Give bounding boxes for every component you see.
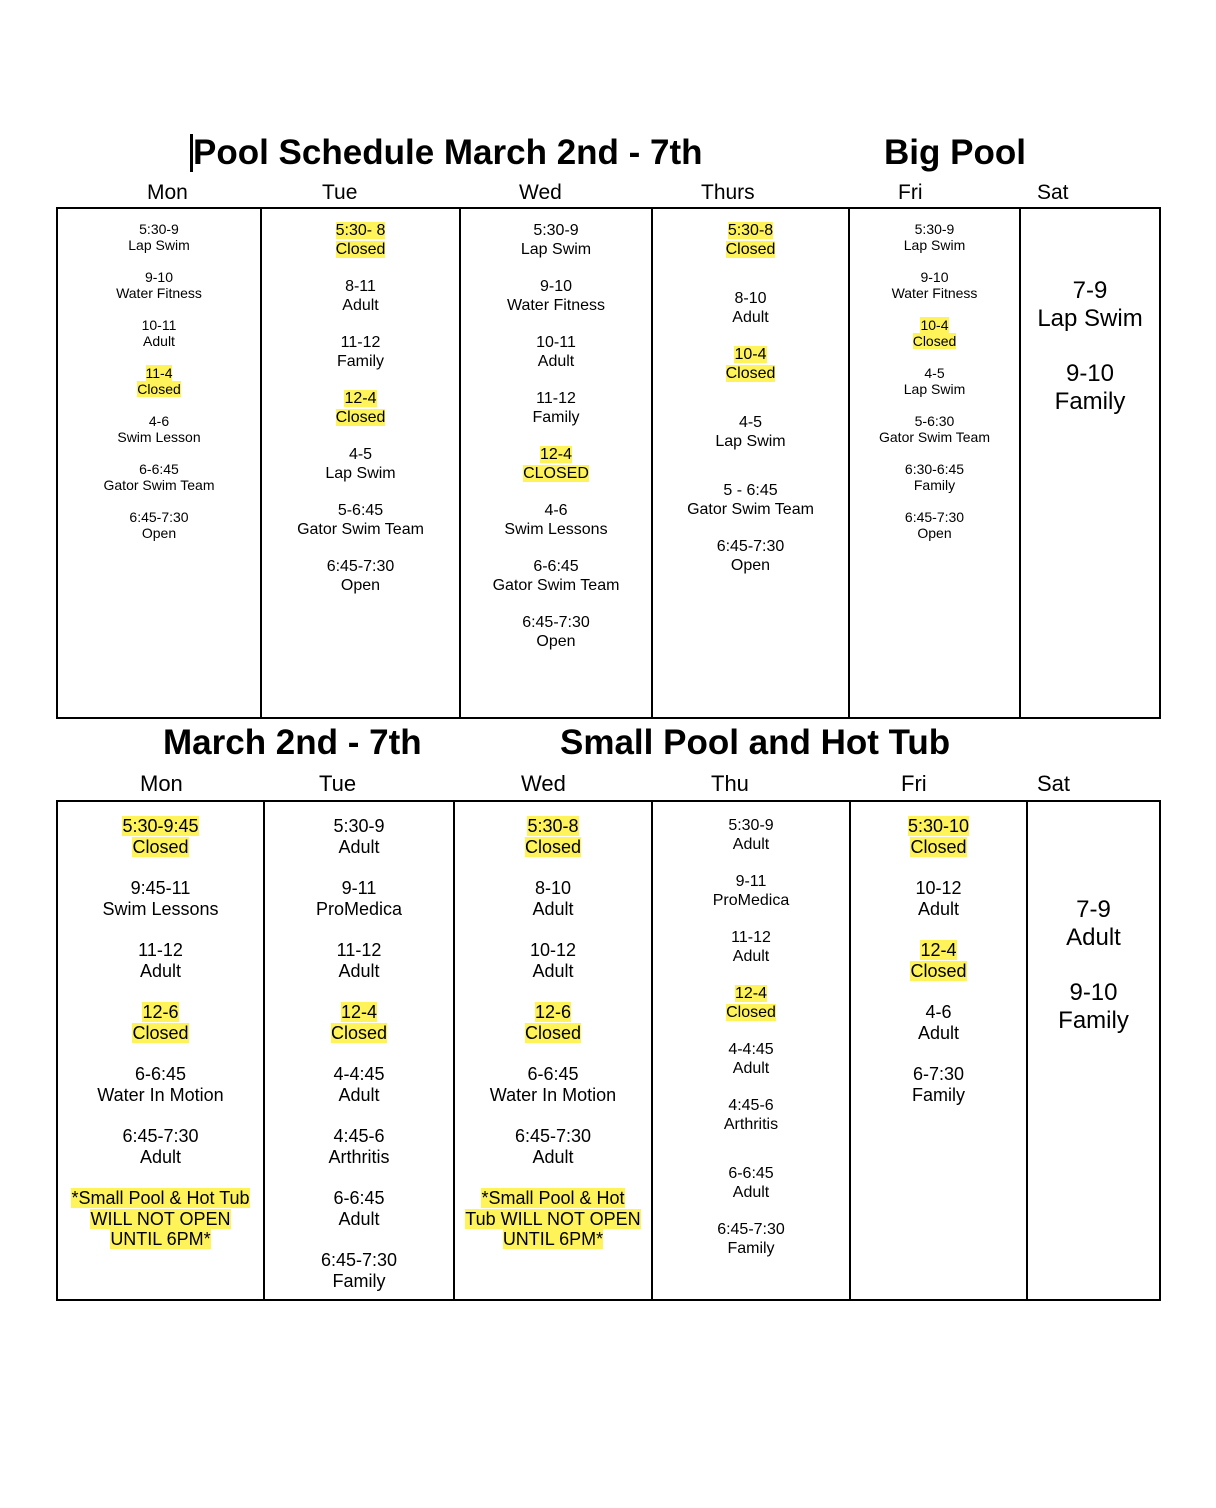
slot-time: 6-6:45: [527, 1064, 579, 1084]
slot-time: 12-6: [534, 1002, 572, 1022]
slot-activity: Family: [1054, 388, 1126, 415]
slot-activity: Adult: [732, 309, 769, 326]
small-pool-title: March 2nd - 7th: [163, 723, 422, 762]
slot-time: 5:30-8: [727, 222, 774, 239]
closed-slot: [262, 221, 459, 259]
small-pool-schedule-grid: [56, 800, 1161, 1301]
slot-time: 10-12: [529, 940, 577, 960]
slot-time: 12-4: [920, 940, 957, 960]
schedule-slot: [262, 501, 459, 539]
slot-time: 5:30- 8: [335, 222, 386, 239]
slot-activity: Gator Swim Team: [687, 501, 814, 518]
slot-activity: Closed: [132, 836, 189, 857]
slot-activity: Adult: [532, 960, 574, 981]
schedule-slot: [455, 1064, 651, 1105]
slot-time: 4:45-6: [333, 1126, 385, 1146]
schedule-slot: [653, 1096, 849, 1134]
slot-time: 9-11: [341, 878, 377, 898]
slot-time: 4-5: [924, 365, 945, 381]
closed-slot: [851, 816, 1026, 857]
schedule-slot: [461, 501, 651, 539]
slot-activity: Adult: [1066, 924, 1121, 951]
small-pool-sat-column: [1028, 802, 1159, 1299]
big-pool-day-fri: Fri: [898, 181, 923, 204]
small-pool-wed-column: [455, 802, 651, 1299]
slot-time: 10-11: [536, 334, 576, 351]
slot-activity: Closed: [524, 1022, 582, 1043]
slot-time: 4-5: [348, 446, 373, 463]
big-pool-thurs-column: [653, 209, 848, 717]
entry-list: [58, 816, 263, 1271]
slot-activity: Water In Motion: [489, 1084, 617, 1105]
slot-activity: ProMedica: [315, 898, 403, 919]
slot-activity: Open: [730, 557, 771, 574]
slot-activity: Lap Swim: [520, 241, 592, 258]
schedule-slot: [461, 613, 651, 651]
slot-time: 12-4: [734, 985, 768, 1002]
slot-activity: CLOSED: [523, 465, 589, 482]
slot-activity: Adult: [537, 353, 575, 370]
small-pool-fri-column: [851, 802, 1026, 1299]
slot-activity: Arthritis: [723, 1116, 779, 1133]
note-line: UNTIL 6PM*: [110, 1229, 211, 1249]
schedule-slot: [653, 1040, 849, 1078]
schedule-slot: [265, 1250, 453, 1291]
closed-slot: [455, 1002, 651, 1043]
schedule-slot: [265, 940, 453, 981]
schedule-slot: [455, 878, 651, 919]
slot-time: 6-7:30: [912, 1064, 965, 1084]
slot-activity: Adult: [917, 1022, 960, 1043]
slot-time: 5:30-10: [907, 816, 970, 836]
small-pool-day-sat: Sat: [1037, 771, 1071, 796]
entry-list: [265, 816, 453, 1312]
schedule-slot: [58, 269, 260, 301]
schedule-slot: [262, 333, 459, 371]
closed-slot: [58, 816, 263, 857]
small-pool-day-thu: Thu: [711, 771, 749, 796]
slot-time: 9:45-11: [130, 878, 191, 898]
slot-activity: Gator Swim Team: [879, 429, 990, 445]
slot-time: 8-10: [734, 290, 767, 307]
schedule-slot: [265, 1064, 453, 1105]
slot-activity: Open: [917, 525, 952, 541]
slot-activity: Family: [913, 477, 956, 493]
big-pool-fri-column: [850, 209, 1019, 717]
slot-time: 11-12: [336, 940, 382, 960]
slot-time: 5:30-9: [333, 816, 385, 836]
schedule-slot: [265, 1126, 453, 1167]
schedule-slot: [58, 317, 260, 349]
slot-activity: Gator Swim Team: [297, 521, 424, 538]
schedule-slot: [455, 1126, 651, 1167]
schedule-slot: [461, 557, 651, 595]
big-pool-day-sat: Sat: [1037, 181, 1069, 204]
small-pool-thu-column: [653, 802, 849, 1299]
schedule-slot: [265, 1188, 453, 1229]
schedule-slot: [58, 878, 263, 919]
slot-activity: Family: [336, 353, 385, 370]
big-pool-mon-column: [58, 209, 260, 717]
closed-slot: [653, 221, 848, 259]
slot-time: 4:45-6: [728, 1097, 774, 1114]
schedule-slot: [851, 1064, 1026, 1105]
small-pool-day-tue: Tue: [319, 771, 357, 796]
schedule-slot: [265, 878, 453, 919]
big-pool-day-wed: Wed: [519, 181, 562, 204]
slot-time: 9-10: [1065, 360, 1115, 387]
slot-activity: Closed: [912, 333, 957, 349]
schedule-slot: [653, 1164, 849, 1202]
slot-activity: Gator Swim Team: [103, 477, 215, 493]
entry-list: [1028, 896, 1159, 1062]
entry-list: [461, 221, 651, 669]
slot-activity: Adult: [342, 297, 379, 314]
slot-time: 6:45-7:30: [514, 1126, 592, 1146]
slot-time: 9-10: [539, 278, 573, 295]
schedule-slot: [850, 461, 1019, 493]
slot-activity: Adult: [338, 836, 380, 857]
opening-note: [58, 1188, 263, 1250]
note-line: WILL NOT OPEN: [90, 1208, 231, 1229]
schedule-slot: [58, 461, 260, 493]
entry-list: [1021, 277, 1159, 443]
schedule-slot: [262, 445, 459, 483]
slot-time: 6:45-7:30: [716, 538, 785, 555]
note-line: Tub WILL NOT OPEN: [465, 1208, 641, 1229]
slot-time: 9-11: [735, 873, 767, 890]
schedule-slot: [265, 816, 453, 857]
schedule-slot: [58, 940, 263, 981]
schedule-slot: [461, 221, 651, 259]
closed-slot: [461, 445, 651, 483]
slot-activity: Closed: [725, 241, 776, 258]
slot-activity: Adult: [338, 1084, 380, 1105]
slot-activity: Open: [141, 525, 177, 541]
schedule-slot: [653, 289, 848, 327]
slot-time: 5:30-8: [527, 816, 579, 836]
slot-time: 10-11: [141, 317, 177, 333]
schedule-slot: [58, 1126, 263, 1167]
entry-list: [455, 816, 651, 1271]
slot-time: 5:30-9: [914, 221, 955, 237]
slot-activity: Closed: [726, 1004, 776, 1021]
slot-activity: Adult: [732, 1184, 770, 1201]
slot-activity: Swim Lesson: [117, 429, 201, 445]
entry-list: [262, 221, 459, 613]
schedule-slot: [851, 1002, 1026, 1043]
small-pool-day-wed: Wed: [521, 771, 566, 796]
slot-activity: Adult: [338, 960, 380, 981]
slot-time: 11-12: [138, 940, 183, 960]
slot-time: 6:45-7:30: [320, 1250, 398, 1270]
slot-time: 5:30-9: [728, 817, 774, 834]
slot-activity: Adult: [139, 960, 182, 981]
slot-activity: Closed: [137, 381, 181, 397]
slot-activity: Adult: [732, 1060, 770, 1077]
slot-time: 6:45-7:30: [326, 558, 395, 575]
slot-activity: Closed: [132, 1022, 189, 1043]
entry-list: [850, 221, 1019, 557]
slot-activity: Open: [536, 633, 576, 650]
closed-slot: [262, 389, 459, 427]
slot-activity: Adult: [338, 1208, 380, 1229]
schedule-slot: [58, 413, 260, 445]
slot-activity: Family: [332, 1270, 386, 1291]
slot-activity: Closed: [330, 1022, 388, 1043]
slot-activity: Family: [1058, 1007, 1129, 1034]
schedule-slot: [58, 509, 260, 541]
slot-time: 6:45-7:30: [522, 614, 590, 631]
slot-time: 4-6: [925, 1002, 952, 1022]
slot-time: 10-4: [920, 317, 949, 333]
schedule-slot: [1021, 277, 1159, 333]
slot-activity: Water Fitness: [891, 285, 978, 301]
slot-activity: Adult: [917, 898, 960, 919]
slot-time: 5:30-9:45: [122, 816, 199, 836]
slot-activity: Closed: [910, 836, 967, 857]
slot-time: 5:30-9: [139, 221, 179, 237]
slot-activity: Water Fitness: [116, 285, 202, 301]
slot-time: 5-6:45: [337, 502, 384, 519]
slot-time: 12-6: [142, 1002, 179, 1022]
big-pool-schedule-grid: [56, 207, 1161, 719]
closed-slot: [58, 365, 260, 397]
big-pool-subtitle: Big Pool: [884, 133, 1026, 172]
slot-activity: Adult: [732, 836, 770, 853]
slot-time: 6-6:45: [728, 1165, 774, 1182]
slot-activity: Lap Swim: [715, 433, 786, 450]
schedule-slot: [58, 221, 260, 253]
slot-activity: Swim Lessons: [504, 521, 608, 538]
closed-slot: [455, 816, 651, 857]
slot-activity: Lap Swim: [903, 237, 966, 253]
closed-slot: [58, 1002, 263, 1043]
slot-activity: Swim Lessons: [102, 898, 219, 919]
slot-time: 4-4:45: [728, 1041, 774, 1058]
slot-time: 9-10: [144, 269, 174, 285]
slot-time: 6:30-6:45: [904, 461, 965, 477]
entry-list: [58, 221, 260, 557]
schedule-slot: [850, 221, 1019, 253]
schedule-slot: [653, 816, 849, 854]
slot-time: 10-4: [734, 346, 767, 363]
entry-list: [653, 816, 849, 1276]
slot-time: 8-11: [345, 278, 376, 295]
slot-time: 6-6:45: [533, 558, 579, 575]
schedule-slot: [653, 413, 848, 451]
slot-time: 8-10: [534, 878, 572, 898]
closed-slot: [653, 984, 849, 1022]
closed-slot: [653, 345, 848, 383]
schedule-slot: [461, 333, 651, 371]
slot-time: 6-6:45: [139, 461, 179, 477]
slot-activity: Adult: [732, 948, 770, 965]
small-pool-day-mon: Mon: [140, 771, 183, 796]
schedule-slot: [653, 537, 848, 575]
slot-time: 11-4: [145, 365, 173, 381]
slot-time: 11-12: [731, 929, 771, 946]
schedule-slot: [58, 1064, 263, 1105]
closed-slot: [851, 940, 1026, 981]
slot-time: 4-5: [738, 414, 763, 431]
note-line: UNTIL 6PM*: [502, 1229, 604, 1249]
closed-slot: [850, 317, 1019, 349]
slot-activity: Closed: [335, 241, 386, 258]
schedule-slot: [1028, 896, 1159, 952]
small-pool-subtitle: Small Pool and Hot Tub: [560, 723, 951, 762]
slot-time: 9-10: [920, 269, 949, 285]
slot-activity: Family: [532, 409, 580, 426]
note-line: *Small Pool & Hot: [481, 1188, 625, 1208]
slot-activity: Adult: [143, 333, 175, 349]
schedule-slot: [851, 878, 1026, 919]
slot-activity: Adult: [532, 898, 574, 919]
slot-time: 9-10: [1069, 979, 1118, 1006]
slot-time: 7-9: [1076, 896, 1111, 923]
schedule-slot: [461, 389, 651, 427]
slot-time: 12-4: [344, 390, 377, 407]
slot-activity: Lap Swim: [325, 465, 396, 482]
slot-time: 5-6:30: [914, 413, 955, 429]
entry-list: [653, 221, 848, 593]
opening-note: [455, 1188, 651, 1250]
slot-time: 5:30-9: [533, 222, 579, 239]
schedule-slot: [653, 481, 848, 519]
slot-activity: Lap Swim: [903, 381, 966, 397]
slot-activity: Closed: [524, 836, 582, 857]
slot-time: 4-6: [544, 502, 568, 519]
slot-activity: Lap Swim: [128, 237, 190, 253]
entry-list: [851, 816, 1026, 1126]
schedule-slot: [455, 940, 651, 981]
schedule-slot: [653, 928, 849, 966]
big-pool-title: Pool Schedule March 2nd - 7th: [193, 133, 703, 172]
closed-slot: [265, 1002, 453, 1043]
big-pool-day-tue: Tue: [322, 181, 358, 204]
small-pool-day-fri: Fri: [901, 771, 927, 796]
schedule-slot: [653, 872, 849, 910]
slot-time: 6-6:45: [333, 1188, 385, 1208]
slot-time: 6:45-7:30: [129, 509, 189, 525]
schedule-slot: [1021, 360, 1159, 416]
schedule-slot: [653, 1220, 849, 1258]
schedule-slot: [850, 413, 1019, 445]
big-pool-day-thurs: Thurs: [701, 181, 755, 204]
big-pool-day-mon: Mon: [147, 181, 188, 204]
slot-activity: Closed: [335, 409, 386, 426]
slot-time: 11-12: [340, 334, 381, 351]
slot-time: 12-4: [340, 1002, 378, 1022]
slot-activity: ProMedica: [712, 892, 790, 909]
slot-time: 6:45-7:30: [717, 1221, 785, 1238]
note-line: *Small Pool & Hot Tub: [71, 1188, 250, 1208]
schedule-slot: [262, 277, 459, 315]
slot-activity: Family: [912, 1084, 965, 1105]
slot-activity: Gator Swim Team: [492, 577, 620, 594]
slot-activity: Closed: [910, 960, 967, 981]
schedule-slot: [850, 365, 1019, 397]
schedule-slot: [461, 277, 651, 315]
slot-activity: Adult: [139, 1146, 182, 1167]
small-pool-tue-column: [265, 802, 453, 1299]
slot-time: 6:45-7:30: [904, 509, 965, 525]
slot-activity: Family: [727, 1240, 775, 1257]
slot-time: 10-12: [915, 878, 962, 898]
slot-time: 7-9: [1072, 277, 1108, 304]
big-pool-sat-column: [1021, 209, 1159, 717]
slot-time: 4-4:45: [333, 1064, 385, 1084]
slot-activity: Arthritis: [328, 1146, 390, 1167]
slot-activity: Closed: [725, 365, 776, 382]
big-pool-wed-column: [461, 209, 651, 717]
schedule-slot: [850, 269, 1019, 301]
slot-time: 4-6: [148, 413, 170, 429]
big-pool-tue-column: [262, 209, 459, 717]
slot-time: 6:45-7:30: [122, 1126, 199, 1146]
slot-activity: Adult: [532, 1146, 574, 1167]
schedule-slot: [262, 557, 459, 595]
slot-time: 5 - 6:45: [723, 482, 778, 499]
slot-time: 11-12: [536, 390, 576, 407]
slot-activity: Lap Swim: [1037, 305, 1143, 332]
schedule-slot: [850, 509, 1019, 541]
slot-activity: Water In Motion: [97, 1084, 224, 1105]
slot-time: 6-6:45: [134, 1064, 187, 1084]
small-pool-mon-column: [58, 802, 263, 1299]
slot-time: 12-4: [539, 446, 573, 463]
slot-activity: Water Fitness: [506, 297, 606, 314]
slot-activity: Open: [340, 577, 381, 594]
schedule-slot: [1028, 979, 1159, 1035]
